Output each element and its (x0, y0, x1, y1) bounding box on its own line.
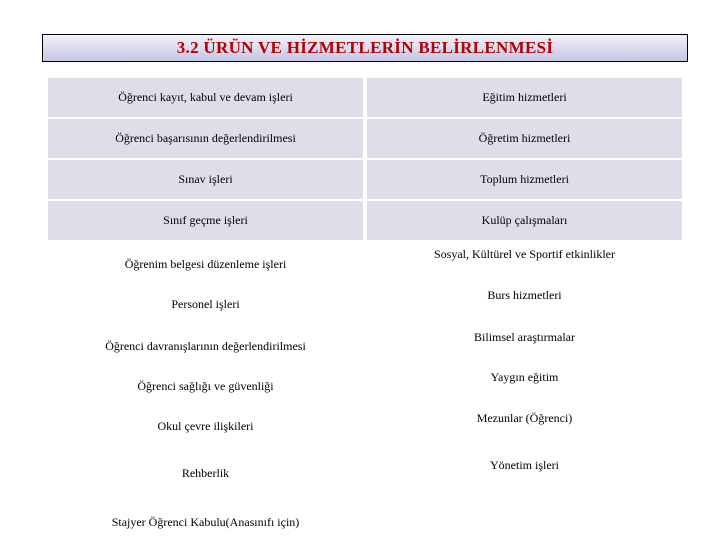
table-row (48, 365, 682, 404)
cell-text: Öğrenci kayıt, kabul ve devam işleri (118, 90, 293, 104)
table-cell-right (367, 324, 682, 363)
cell-text: Sınıf geçme işleri (163, 213, 248, 227)
cell-text: Öğretim hizmetleri (478, 131, 571, 145)
table-row (48, 201, 682, 240)
table-cell-left (48, 119, 363, 158)
table-cell-left (48, 201, 363, 240)
page-title: 3.2 ÜRÜN VE HİZMETLERİN BELİRLENMESİ (176, 38, 554, 57)
page-title-box (42, 34, 688, 62)
cell-text: Kulüp çalışmaları (481, 213, 568, 227)
cell-text: Eğitim hizmetleri (482, 90, 567, 104)
cell-text: Personel işleri (171, 297, 240, 311)
table-row (48, 406, 682, 445)
cell-text: Toplum hizmetleri (480, 172, 569, 186)
cell-text: Sosyal, Kültürel ve Sportif etkinlikler (434, 247, 615, 261)
table-row (48, 283, 682, 322)
table-cell-right (367, 488, 682, 527)
cell-text: Rehberlik (181, 465, 230, 480)
table-cell-right (367, 201, 682, 240)
table-cell-right (367, 242, 682, 281)
table-cell-left (48, 78, 363, 117)
table-row (48, 324, 682, 363)
cell-text: Bilimsel araştırmalar (474, 330, 575, 344)
table-cell-right (367, 119, 682, 158)
table-cell-right (367, 365, 682, 404)
table-cell-right (367, 78, 682, 117)
cell-text: Öğrenim belgesi düzenleme işleri (124, 256, 287, 271)
cell-text: Mezunlar (Öğrenci) (476, 411, 573, 425)
cell-text: Stajyer Öğrenci Kabulu(Anasınıfı için) (111, 514, 300, 529)
table-cell-left (48, 160, 363, 199)
table-cell-left (48, 365, 363, 404)
table-cell-left (48, 406, 363, 445)
table-cell-left (48, 324, 363, 363)
cell-text: Öğrenci sağlığı ve güvenliği (137, 378, 274, 393)
cell-text: Sınav işleri (178, 172, 233, 186)
cell-text: Okul çevre ilişkileri (157, 419, 254, 433)
table-cell-right (367, 283, 682, 322)
table-row (48, 242, 682, 281)
table-cell-right (367, 447, 682, 486)
table-row (48, 78, 682, 117)
table-row (48, 447, 682, 486)
cell-text: Yaygın eğitim (490, 370, 559, 384)
table-cell-left (48, 242, 363, 281)
table-row (48, 160, 682, 199)
cell-text: Öğrenci davranışlarının değerlendirilmesi (105, 339, 306, 353)
table-row (48, 119, 682, 158)
cell-text: Öğrenci başarısının değerlendirilmesi (115, 131, 296, 145)
table-cell-left (48, 283, 363, 322)
cell-text: Burs hizmetleri (487, 288, 562, 302)
cell-text: Yönetim işleri (490, 457, 559, 472)
table-cell-right (367, 406, 682, 445)
table-row (48, 488, 682, 527)
table-cell-right (367, 160, 682, 199)
table-cell-left (48, 488, 363, 527)
table-cell-left (48, 447, 363, 486)
